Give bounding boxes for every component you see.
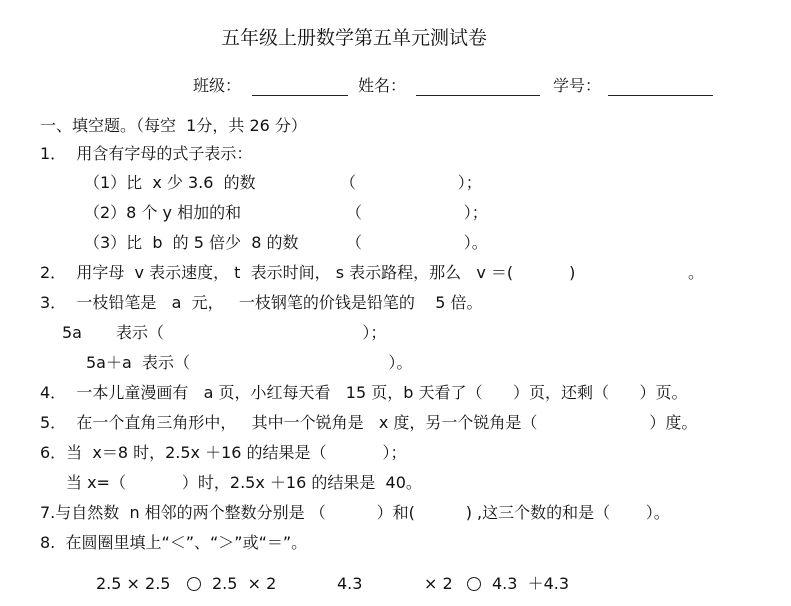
question-1a-blank[interactable]: （ ）；	[340, 173, 482, 192]
name-label: 姓名：	[358, 76, 407, 95]
question-1c-blank[interactable]: （ ）。	[346, 233, 488, 252]
student-id-label: 学号：	[553, 76, 602, 95]
class-label: 班级：	[193, 76, 242, 95]
question-2: 2． 用字母 v 表示速度， t 表示时间， s 表示路程，那么 v ＝( )	[40, 263, 576, 282]
question-1c-text: （3）比 b 的 5 倍少 8 的数	[84, 233, 299, 252]
question-3-line1-expr: 5a	[62, 323, 82, 342]
student-id-field[interactable]	[608, 95, 713, 96]
question-3: 3． 一枝铅笔是 a 元， 一枝钢笔的价钱是铅笔的 5 倍。	[40, 293, 483, 312]
question-3-line2-blank[interactable]: 5a＋a 表示（ ）。	[86, 353, 413, 372]
comparison-circle-1[interactable]	[187, 577, 201, 591]
question-1b-blank[interactable]: （ ）；	[346, 203, 488, 222]
comparison-right-c: 4.3 ＋4.3	[492, 574, 570, 593]
question-4: 4． 一本儿童漫画有 a 页，小红每天看 15 页，b 天看了（ ）页，还剩（ ）页。	[40, 383, 688, 402]
name-field[interactable]	[416, 95, 540, 96]
comparison-left-expr: 2.5 × 2.5	[96, 574, 171, 593]
question-3-line1-blank[interactable]: 表示（ ）；	[116, 323, 387, 342]
question-1b-text: （2）8 个 y 相加的和	[84, 203, 242, 222]
comparison-right-a: 4.3	[337, 574, 363, 593]
question-1-stem: 1． 用含有字母的式子表示：	[40, 144, 253, 163]
question-7: 7.与自然数 n 相邻的两个整数分别是 （ ）和( ) ,这三个数的和是（ ）。	[40, 503, 670, 522]
question-6: 6．当 x＝8 时，2.5x ＋16 的结果是（ ）；	[40, 443, 407, 462]
comparison-right-b: × 2	[424, 574, 453, 593]
section-heading: 一、填空题。（每空 1分，共 26 分）	[40, 116, 307, 135]
comparison-circle-2[interactable]	[467, 577, 481, 591]
question-1a-text: （1）比 x 少 3.6 的数	[84, 173, 256, 192]
question-6-line2: 当 x=（ ）时，2.5x ＋16 的结果是 40。	[66, 473, 422, 492]
comparison-mid-expr: 2.5 × 2	[212, 574, 277, 593]
question-2-end: 。	[688, 263, 705, 282]
question-5: 5． 在一个直角三角形中， 其中一个锐角是 x 度，另一个锐角是（ ）度。	[40, 413, 698, 432]
class-field[interactable]	[252, 95, 348, 96]
question-8: 8. 在圆圈里填上“＜”、“＞”或“＝”。	[40, 533, 308, 552]
page-title: 五年级上册数学第五单元测试卷	[221, 27, 488, 49]
